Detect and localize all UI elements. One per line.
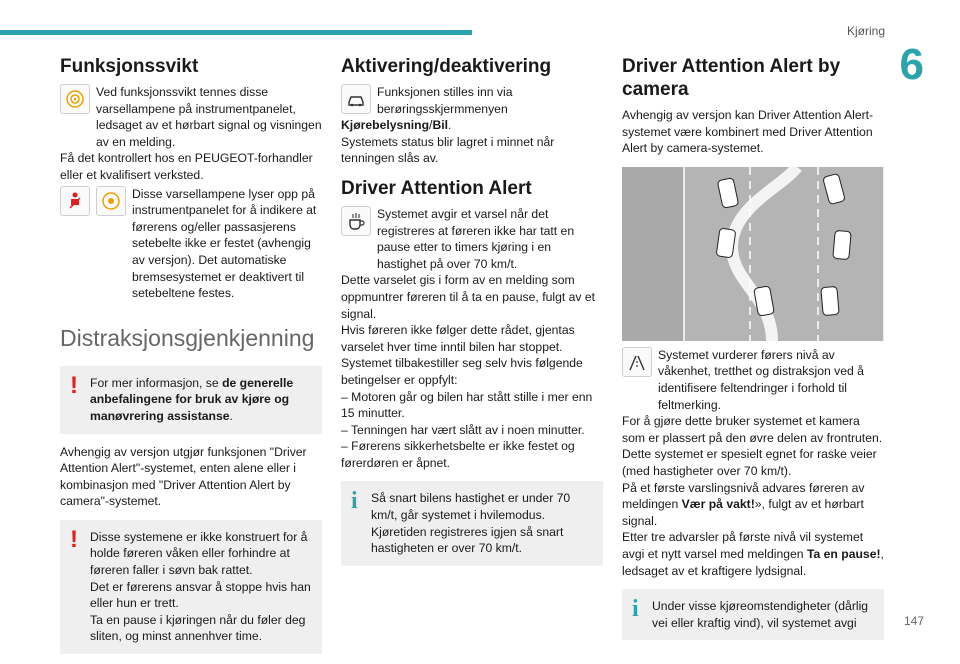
heading-distraksjon: Distraksjonsgjenkjenning [60,324,315,351]
seatbelt-info [60,186,322,302]
warning-exclamation-icon: ! [70,371,78,399]
page-number: 147 [903,614,924,628]
info-note: i Under visse kjøreomstendigheter (dårlig vei eller kraftig vind), vil systemet avgi [622,589,884,640]
version-text: Avhengig av versjon utgjør funksjonen "Driver Attention Alert"-systemet, enten alene eller i kombinasjon med "Driver Attention Alert by camera"-systemet. [60,444,307,509]
info-icon: i [351,488,358,515]
activation-info: Funksjonen stilles inn via berøringsskjermmenyen [341,84,603,117]
section-header: Kjøring [846,24,885,38]
list-item: – Førerens sikkerhetsbelte er ikke festet og førerdøren er åpnet. [341,439,575,470]
coffee-cup-icon [341,206,371,236]
lane-camera-icon [622,347,652,377]
chapter-number: 6 [899,40,924,89]
malfunction-text: Ved funksjonssvikt tennes disse varsellampene på instrumentpanelet, ledsaget av et hørbart signal og visningen av en melding. [96,85,322,149]
dealer-text: Få det kontrollert hos en PEUGEOT-forhandler eller et kvalifisert verksted. [60,151,313,182]
warning-note-2: ! Disse systemene er ikke konstruert for å holde føreren våken eller forhindre at føreren faller i søvn bak rattet. Det er førerens ansvar å stoppe hvis han eller hun er trett. Ta en pause i kjøringen når du føler deg sliten, og minst annenhver time. [60,520,322,654]
lane-drift-illustration [622,167,884,341]
seatbelt-text: Disse varsellampene lyser opp på instrumentpanelet for å indikere at førerens og/eller passasjerens setebelte ikke er festet (avhengig av versjon). Det automatiske bremsesystemet er deaktivert til setebeltene festes. [132,186,317,301]
malfunction-info [60,84,322,150]
driver-alert-warning-icon [60,84,90,114]
daa-info: Systemet avgir et varsel når det registreres at føreren ikke har tatt en pause etter to timers kjøring i en hastighet på over 70 km/t. [341,206,603,272]
recommendations-link-text: de generelle anbefalingene for bruk av kjøre og manøvrering assistanse [90,375,294,423]
seatbelt-warning-icon [60,186,90,216]
column-1 [60,55,322,664]
heading-driver-attention-alert: Driver Attention Alert [341,177,532,199]
warning-note-1: ! For mer informasjon, se de generelle anbefalingene for bruk av kjøre og manøvrering assistanse. [60,366,322,434]
info-note: i Så snart bilens hastighet er under 70 km/t, går systemet i hvilemodus. Kjøretiden registreres igjen så snart hastigheten er over 70 km/t. [341,481,603,565]
info-icon: i [632,596,639,623]
seat-check-icon [96,186,126,216]
heading-daa-camera: Driver Attention Alert by camera [622,56,841,100]
list-item: – Motoren går og bilen har stått stille i mer enn 15 minutter. [341,389,593,421]
heading-funksjonssvikt: Funksjonssvikt [60,56,199,77]
camera-info: Systemet vurderer førers nivå av våkenhet, tretthet og distraksjon ved å identifisere feltendringer i forhold til feltmerking. [622,347,884,413]
heading-aktivering: Aktivering/deaktivering [341,56,552,77]
list-item: – Tenningen har vært slått av i noen minutter. [341,422,585,437]
column-2: Aktivering/deaktivering Funksjonen stilles inn via berøringsskjermmenyen Kjørebelysning/Bil. Systemets status blir lagret i minnet når tenningen slås av. Driver Attention Alert Systemet avgir et varsel når det registreres at føreren ikke har tatt en pause etter to timers kjøring i en hastighet på over 70 km/t. Dette varselet gis i form av en melding som oppmuntrer føreren til å ta en pause, fulgt av et signal. Hvis føreren ikke følger dette rådet, gjentas varselet hver time inntil bilen har stoppet. Systemet tilbakestiller seg selv hvis følgende betingelser er oppfylt: – Motoren går og bilen har stått stille i mer enn 15 minutter. – Tenningen har vært slått av i noen minutter. – Førerens sikkerhetsbelte er ikke festet og førerdøren er åpnet. i Så snart bilens hastighet er under 70 km/t, går systemet i hvilemodus. Kjøretiden registreres igjen så snart hastigheten er over 70 km/t. [341,55,603,576]
header-accent-bar [0,30,472,35]
car-menu-icon [341,84,371,114]
column-3: Driver Attention Alert by camera Avhengig av versjon kan Driver Attention Alert-systemet være kombinert med Driver Attention Alert by camera-systemet. Systemet vurderer førers nivå av våkenhet, tretthet og distraksjon ved å identifisere feltendringer i forhold til feltmerking. For å gjøre dette bruker systemet et kamera som er plassert på den øvre delen av frontruten. Dette systemet er spesielt egnet for raske veier (med hastigheter over 70 km/t). På et første varslingsnivå advares føreren av meldingen Vær på vakt!», fulgt av et hørbart signal. Etter tre advarsler på første nivå vil systemet avgi et nytt varsel med meldingen Ta en pause!, ledsaget av et kraftigere lydsignal. i Under visse kjøreomstendigheter (dårlig vei eller kraftig vind), vil systemet avgi [622,55,884,650]
warning-exclamation-icon: ! [70,525,78,553]
